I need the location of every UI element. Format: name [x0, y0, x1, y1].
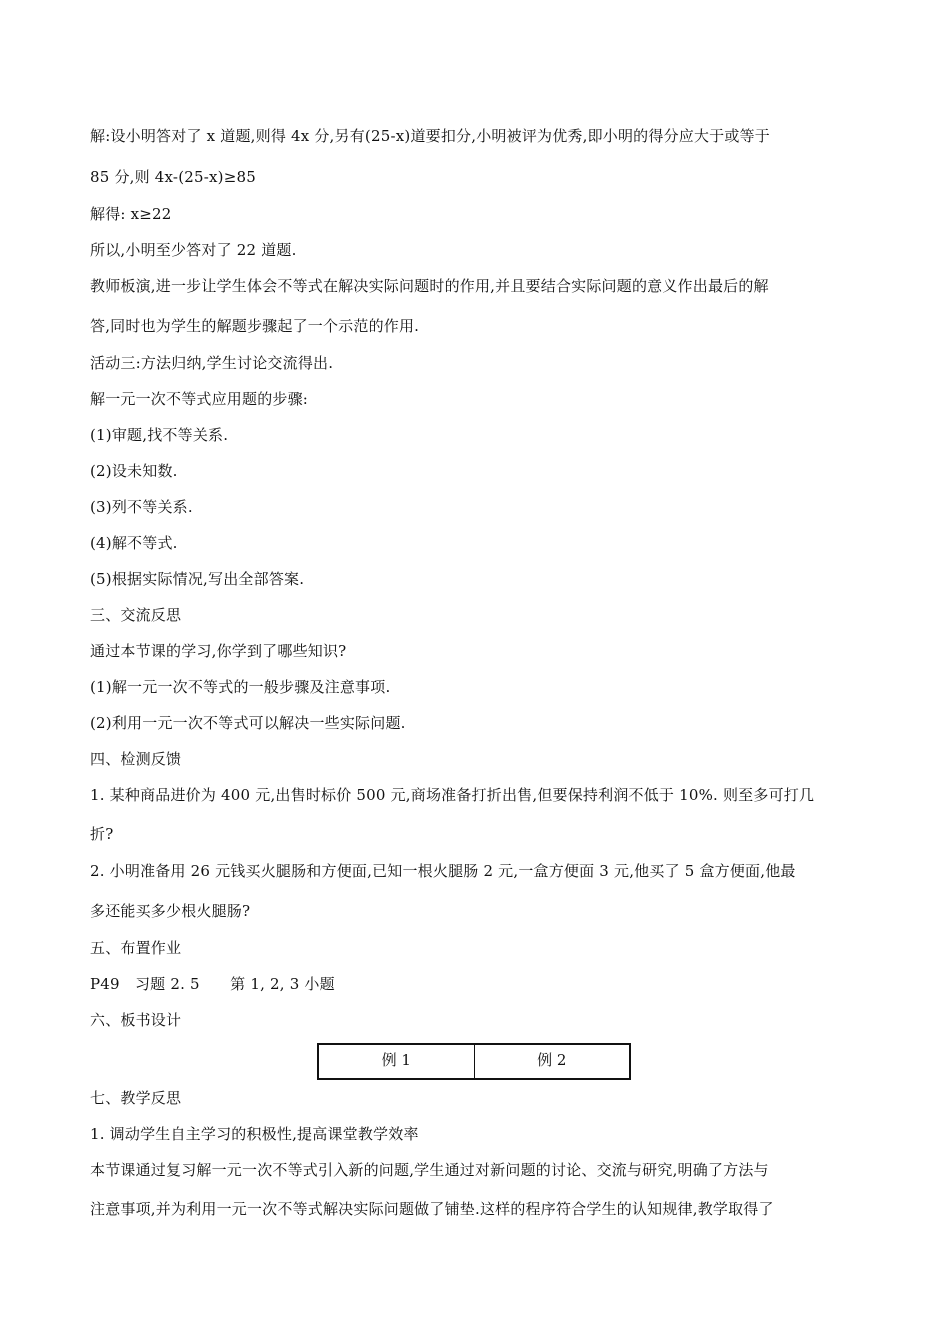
text-line: 解一元一次不等式应用题的步骤:	[90, 390, 309, 408]
text-line: 注意事项,并为利用一元一次不等式解决实际问题做了铺垫.这样的程序符合学生的认知规律,教学取得了	[90, 1200, 774, 1218]
text-line: 折?	[90, 825, 114, 843]
homework-line: P49 习题 2. 5 第 1, 2, 3 小题	[90, 975, 335, 993]
text-line: 所以,小明至少答对了 22 道题.	[90, 241, 297, 259]
text-line: 答,同时也为学生的解题步骤起了一个示范的作用.	[90, 317, 420, 335]
section-heading: 三、交流反思	[90, 606, 182, 624]
list-item: (1)审题,找不等关系.	[90, 426, 229, 444]
text-line: 解得: x≥22	[90, 205, 172, 223]
text-line: 活动三:方法归纳,学生讨论交流得出.	[90, 354, 334, 372]
exercise-item: 1. 某种商品进价为 400 元,出售时标价 500 元,商场准备打折出售,但要保持利润不低于 10%. 则至多可打几	[90, 786, 815, 804]
list-item: (4)解不等式.	[90, 534, 178, 552]
section-heading: 六、板书设计	[90, 1011, 182, 1029]
table-cell: 例 2	[537, 1051, 567, 1069]
list-item: (3)列不等关系.	[90, 498, 193, 516]
text-line: 1. 调动学生自主学习的积极性,提高课堂教学效率	[90, 1125, 419, 1143]
table-row	[318, 1044, 630, 1079]
board-design-table	[317, 1043, 631, 1080]
text-line: 通过本节课的学习,你学到了哪些知识?	[90, 642, 347, 660]
list-item: (1)解一元一次不等式的一般步骤及注意事项.	[90, 678, 391, 696]
text-line: 解:设小明答对了 x 道题,则得 4x 分,另有(25-x)道要扣分,小明被评为优秀,即小明的得分应大于或等于	[90, 127, 770, 145]
exercise-item: 2. 小明准备用 26 元钱买火腿肠和方便面,已知一根火腿肠 2 元,一盒方便面 3 元,他买了 5 盒方便面,他最	[90, 862, 796, 880]
text-line: 教师板演,进一步让学生体会不等式在解决实际问题时的作用,并且要结合实际问题的意义作出最后的解	[90, 277, 769, 295]
table-cell: 例 1	[318, 1044, 474, 1079]
section-heading: 五、布置作业	[90, 939, 182, 957]
text-line: 本节课通过复习解一元一次不等式引入新的问题,学生通过对新问题的讨论、交流与研究,明确了方法与	[90, 1161, 769, 1179]
list-item: (5)根据实际情况,写出全部答案.	[90, 570, 305, 588]
text-line: 多还能买多少根火腿肠?	[90, 902, 251, 920]
list-item: (2)设未知数.	[90, 462, 178, 480]
section-heading: 四、检测反馈	[90, 750, 182, 768]
list-item: (2)利用一元一次不等式可以解决一些实际问题.	[90, 714, 406, 732]
section-heading: 七、教学反思	[90, 1089, 182, 1107]
text-line: 85 分,则 4x-(25-x)≥85	[90, 168, 256, 186]
